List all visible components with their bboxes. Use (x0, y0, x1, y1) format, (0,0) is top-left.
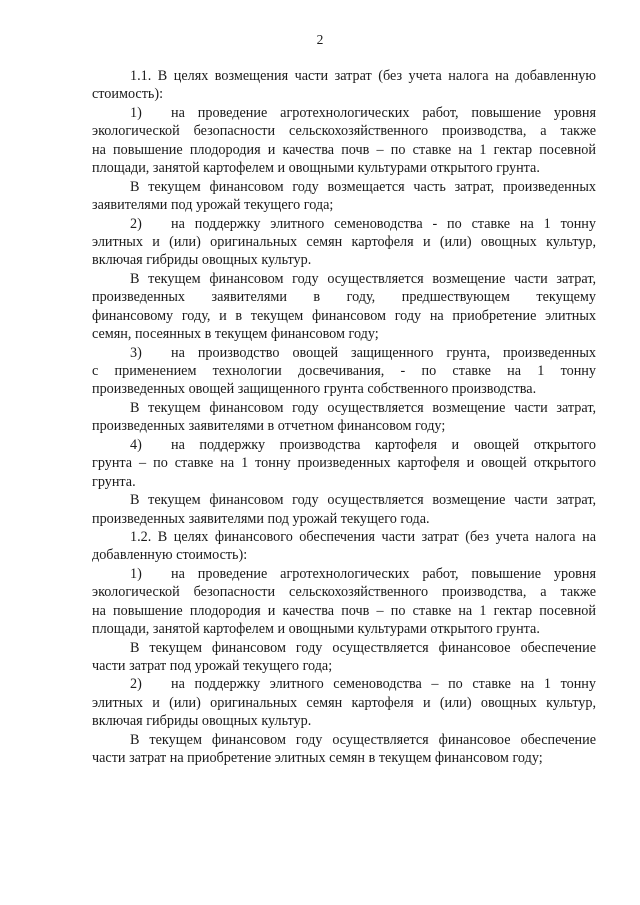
paragraph-line: экологической безопасности сельскохозяйственного производства, а также (92, 584, 596, 601)
list-item-1 (92, 104, 596, 122)
paragraph-line: В текущем финансовом году осуществляется финансовое обеспечение (130, 731, 596, 748)
paragraph-line: произведенных овощей защищенного грунта собственного производства. (92, 381, 537, 398)
paragraph-line: включая гибриды овощных культур. (92, 252, 312, 269)
paragraph-line: 1.1. В целях возмещения части затрат (без учета налога на добавленную (130, 68, 596, 84)
paragraph-line: на проведение агротехнологических работ, повышение уровня (171, 565, 596, 582)
list-item-2 (92, 675, 596, 693)
paragraph-line: на повышение плодородия и качества почв – по ставке на 1 гектар посевной (92, 141, 596, 158)
list-marker: 4) (130, 436, 142, 453)
paragraph-line: элитных и (или) оригинальных семян картофеля и (или) овощных культур, (92, 694, 596, 711)
paragraph-line: части затрат на приобретение элитных семян в текущем финансовом году; (92, 750, 543, 767)
paragraph-line: заявителями под урожай текущего года; (92, 197, 334, 214)
paragraph-line: семян, посеянных в текущем финансовом году; (92, 326, 379, 343)
list-item-3 (92, 344, 596, 362)
paragraph-line: на поддержку элитного семеноводства - по ставке на 1 тонну (171, 215, 596, 232)
paragraph-line: В текущем финансовом году осуществляется финансовое обеспечение (130, 639, 596, 656)
list-marker: 2) (130, 676, 142, 693)
paragraph-line: на поддержку элитного семеноводства – по ставке на 1 тонну (171, 676, 596, 693)
paragraph-line: площади, занятой картофелем и овощными культурами открытого грунта. (92, 160, 540, 177)
paragraph-line: грунта – по ставке на 1 тонну произведенных картофеля и овощей открытого (92, 455, 596, 472)
list-marker: 2) (130, 215, 142, 232)
paragraph-line: В текущем финансовом году осуществляется возмещение части затрат, (130, 399, 596, 416)
paragraph-line: экологической безопасности сельскохозяйственного производства, а также (92, 123, 596, 140)
list-item-4 (92, 436, 596, 454)
paragraph-line: В текущем финансовом году осуществляется возмещение части затрат, (130, 492, 596, 509)
paragraph-line: финансовому году, и в текущем финансовом году на приобретение элитных (92, 307, 596, 324)
document-body (92, 67, 596, 768)
paragraph-line: В текущем финансовом году осуществляется возмещение части затрат, (130, 270, 596, 287)
paragraph-line: 1.2. В целях финансового обеспечения части затрат (без учета налога на (130, 528, 596, 545)
page-number: 2 (316, 32, 324, 47)
list-marker: 3) (130, 344, 142, 361)
paragraph-line: стоимость): (92, 86, 164, 103)
paragraph-line: на производство овощей защищенного грунта, произведенных (171, 344, 596, 361)
paragraph-line: добавленную стоимость): (92, 547, 248, 564)
list-marker: 1) (130, 565, 142, 582)
paragraph-line: В текущем финансовом году возмещается часть затрат, произведенных (130, 178, 596, 195)
paragraph-line: площади, занятой картофелем и овощными культурами открытого грунта. (92, 621, 540, 638)
paragraph-line: произведенных заявителями в году, предшествующем текущему (92, 289, 596, 306)
list-item-1 (92, 565, 596, 583)
list-marker: 1) (130, 104, 142, 121)
list-item-2 (92, 215, 596, 233)
paragraph-line: произведенных заявителями в отчетном финансовом году; (92, 418, 446, 435)
paragraph-line: с применением технологии досвечивания, - по ставке на 1 тонну (92, 363, 596, 379)
paragraph-line: произведенных заявителями под урожай текущего года. (92, 510, 430, 527)
paragraph-line: на повышение плодородия и качества почв – по ставке на 1 гектар посевной (92, 602, 596, 619)
paragraph-line: включая гибриды овощных культур. (92, 713, 312, 730)
paragraph-line: грунта. (92, 473, 136, 490)
paragraph-line: на проведение агротехнологических работ, повышение уровня (171, 104, 596, 121)
paragraph-line: элитных и (или) оригинальных семян картофеля и (или) овощных культур, (92, 233, 596, 250)
paragraph-line: части затрат под урожай текущего года; (92, 658, 333, 674)
paragraph-line: на поддержку производства картофеля и овощей открытого (171, 436, 596, 453)
